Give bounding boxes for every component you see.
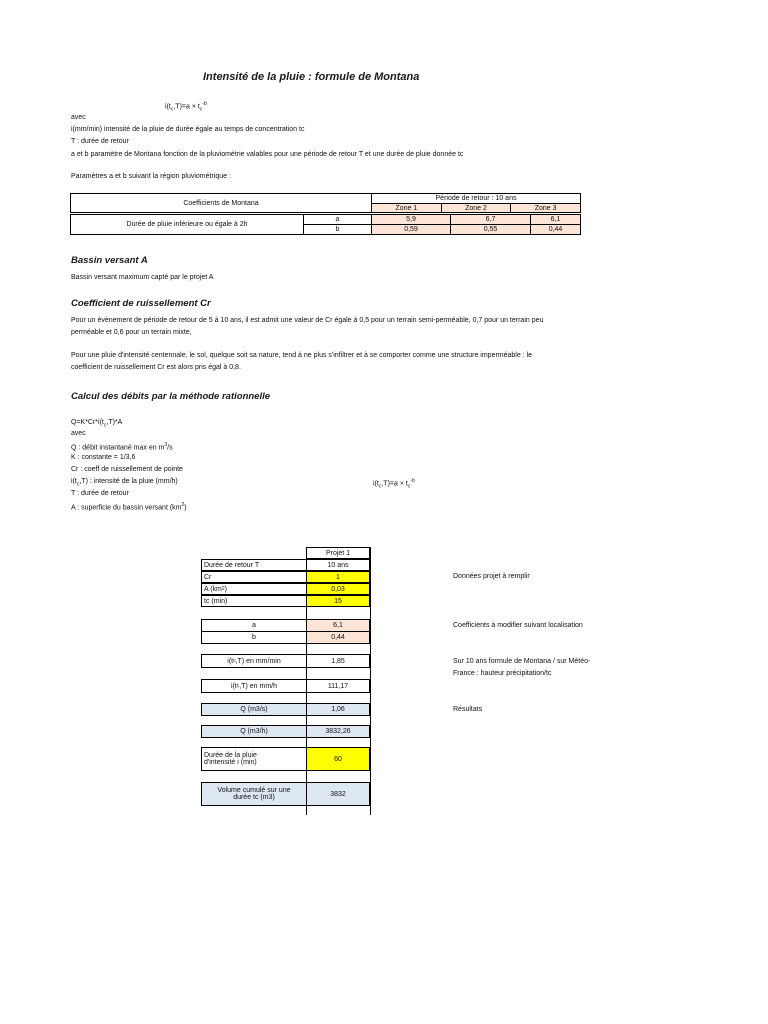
intro-avec: avec: [71, 114, 86, 121]
duree-retour-value: 10 ans: [306, 559, 370, 571]
page-title: Intensité de la pluie : formule de Montana: [203, 71, 420, 83]
zone-3-header: Zone 3: [511, 204, 581, 213]
b-value[interactable]: 0,44: [306, 631, 370, 644]
note-sur10-line1: Sur 10 ans formule de Montana / sur Météo-: [453, 658, 591, 665]
note-donnees: Données projet à remplir: [453, 573, 530, 580]
ruissellement-p2-line2: coefficient de ruissellement Cr est alors pris égal à 0,8.: [71, 364, 241, 371]
q-m3h-value: 3832,26: [306, 725, 370, 738]
a-zone-3: 6,1: [531, 215, 581, 225]
a-label: a: [201, 619, 307, 632]
i-mm-min-value: 1,85: [306, 654, 370, 668]
calcul-avec: avec: [71, 430, 86, 437]
period-label: Période de retour : 10 ans: [372, 194, 581, 204]
calcul-i: $i(t_c,T)$ : intensité de la pluie (mm/h): [71, 478, 178, 488]
calcul-t: T : durée de retour: [71, 490, 129, 497]
a-zone-1: 5,9: [372, 215, 451, 225]
tc-label: tc (min): [201, 595, 307, 607]
calcul-i-formula: $i(t_c,T)=a \times t_c^{-b}$: [373, 478, 415, 490]
intro-line-t: T : durée de retour: [71, 138, 129, 145]
duree-pluie-label-line1: Durée de la pluie: [204, 752, 257, 759]
montana-values-table: [70, 214, 581, 235]
calcul-k: K : constante = 1/3,6: [71, 454, 136, 461]
calcul-cr: Cr : coeff de ruissellement de pointe: [71, 466, 183, 473]
volume-label-line1: Volume cumulé sur une: [217, 787, 291, 794]
note-coeffs: Coefficients à modifier suivant localisation: [453, 622, 583, 629]
intro-line-ab: a et b paramètre de Montana fonction de la pluviométrie valables pour une période de retour T et une durée de pluie donnée tc: [71, 151, 464, 158]
montana-table: [70, 193, 581, 213]
duree-pluie-label-line2: d'intensité i (min): [204, 759, 257, 766]
calcul-formula: $Q=K*Cr*i(t_c,T)*A$: [71, 419, 123, 429]
calcul-heading: Calcul des débits par la méthode rationnelle: [71, 391, 271, 402]
duree-retour-label: Durée de retour T: [201, 559, 307, 571]
duree-pluie-label: [201, 747, 307, 771]
b-zone-1: 0,59: [372, 225, 451, 235]
note-resultats: Résultats: [453, 706, 483, 713]
ruissellement-p2: [71, 350, 691, 374]
calcul-q: Q : débit instantané max en $m^3/s$: [71, 442, 173, 452]
i-mm-h-label: i(t c ,T) en mm/h: [201, 679, 307, 693]
q-m3s-value: 1,06: [306, 703, 370, 716]
a-zone-2: 6,7: [451, 215, 531, 225]
coef-label: Coefficients de Montana: [71, 194, 372, 213]
ruissellement-heading: Coefficient de ruissellement Cr: [71, 298, 211, 309]
ruissellement-p1: [71, 315, 691, 339]
volume-label: [201, 782, 307, 806]
i-mm-min-label: i(t c ,T) en mm/min: [201, 654, 307, 668]
i-mm-h-value: 111,17: [306, 679, 370, 693]
note-sur10: [453, 656, 590, 680]
bassin-heading: Bassin versant A: [71, 255, 148, 266]
montana-formula: $i(t_c,T)=a \times t_c^{-b}$: [165, 101, 207, 113]
duration-label: Durée de pluie inférieure ou égale à 2h: [71, 215, 304, 235]
ruissellement-p2-line1: Pour une pluie d'intensité centennale, le sol, quelque soit sa nature, tend à ne plus s'infiltrer et à se comporter comme une structure imperméable : le: [71, 352, 533, 359]
ruissellement-p1-line1: Pour un évènement de période de retour de 5 à 10 ans, il est admit une valeur de Cr égale à 0,5 pour un terrain semi-perméable, 0,7 pour un terrain peu: [71, 317, 544, 324]
cr-label: Cr: [201, 571, 307, 583]
project-col-header: Projet 1: [306, 547, 370, 559]
zone-1-header: Zone 1: [372, 204, 442, 213]
b-label: b: [201, 631, 307, 644]
row-a-label: a: [304, 215, 372, 225]
a-value[interactable]: 6,1: [306, 619, 370, 632]
calcul-a: A : superficie du bassin versant $(km^2)$: [71, 502, 187, 512]
volume-value: 3832: [306, 782, 370, 806]
b-zone-3: 0,44: [531, 225, 581, 235]
duree-pluie-value[interactable]: 60: [306, 747, 370, 771]
zone-2-header: Zone 2: [441, 204, 511, 213]
b-zone-2: 0,55: [451, 225, 531, 235]
a-km2-label: A (km 2 ): [201, 583, 307, 595]
cr-value[interactable]: 1: [306, 571, 370, 583]
note-sur10-line2: France : hauteur précipitation/tc: [453, 670, 552, 677]
params-intro: Paramètres a et b suivant la région pluviométrique :: [71, 173, 231, 180]
volume-label-line2: durée tc (m3): [233, 794, 275, 801]
bassin-text: Bassin versant maximum capté par le projet A: [71, 274, 214, 281]
ruissellement-p1-line2: perméable et 0,6 pour un terrain mixte,: [71, 329, 192, 336]
q-m3s-label: Q (m3/s): [201, 703, 307, 716]
q-m3h-label: Q (m3/h): [201, 725, 307, 738]
row-b-label: b: [304, 225, 372, 235]
a-km2-value[interactable]: 0,03: [306, 583, 370, 595]
intro-line-i: i(mm/min) intensité de la pluie de durée égale au temps de concentration tc: [71, 126, 305, 133]
tc-value[interactable]: 15: [306, 595, 370, 607]
